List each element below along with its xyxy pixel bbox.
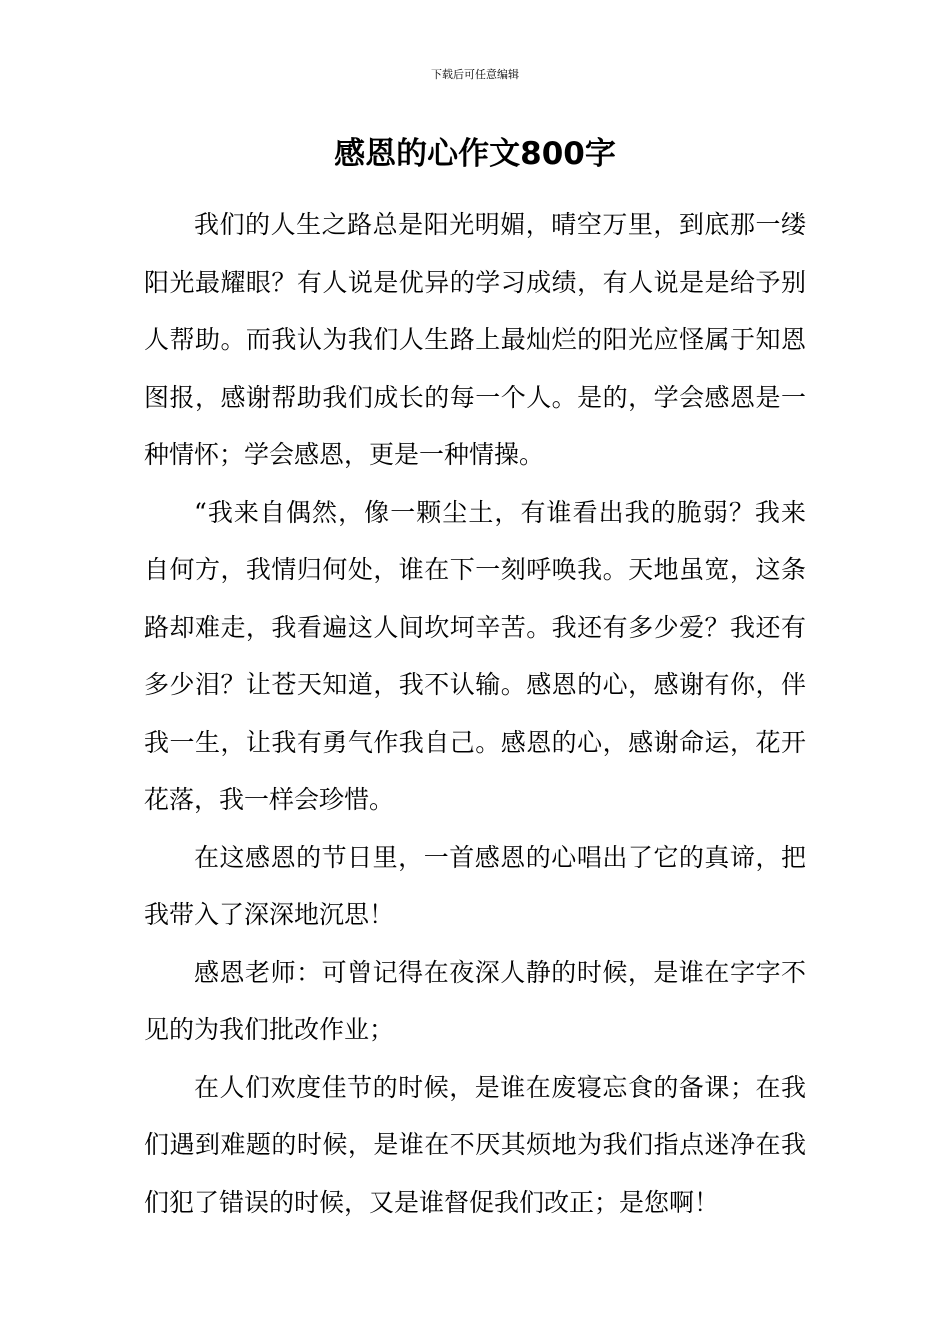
paragraph: 感恩老师：可曾记得在夜深人静的时候，是谁在字字不见的为我们批改作业； (144, 957, 806, 1044)
paragraph: 在这感恩的节日里，一首感恩的心唱出了它的真谛，把我带入了深深地沉思！ (144, 842, 806, 929)
document-body (144, 196, 806, 1231)
paragraph: “我来自偶然，像一颗尘土，有谁看出我的脆弱？我来自何方，我情归何处，谁在下一刻呼唤我。天地虽宽，这条路却难走，我看遍这人间坎坷辛苦。我还有多少爱？我还有多少泪？让苍天知道，我不认输。感恩的心，感谢有你，伴我一生，让我有勇气作我自己。感恩的心，感谢命运，花开花落，我一样会珍惜。 (144, 497, 806, 814)
paragraph: 我们的人生之路总是阳光明媚，晴空万里，到底那一缕阳光最耀眼？有人说是优异的学习成绩，有人说是是给予别人帮助。而我认为我们人生路上最灿烂的阳光应怪属于知恩图报，感谢帮助我们成长的每一个人。是的，学会感恩是一种情怀；学会感恩，更是一种情操。 (144, 210, 806, 469)
document-title: 感恩的心作文800字 (334, 136, 616, 172)
header-note: 下载后可任意编辑 (431, 68, 519, 81)
paragraph: 在人们欢度佳节的时候，是谁在废寝忘食的备课；在我们遇到难题的时候，是谁在不厌其烦地为我们指点迷净在我们犯了错误的时候，又是谁督促我们改正；是您啊！ (144, 1072, 806, 1217)
